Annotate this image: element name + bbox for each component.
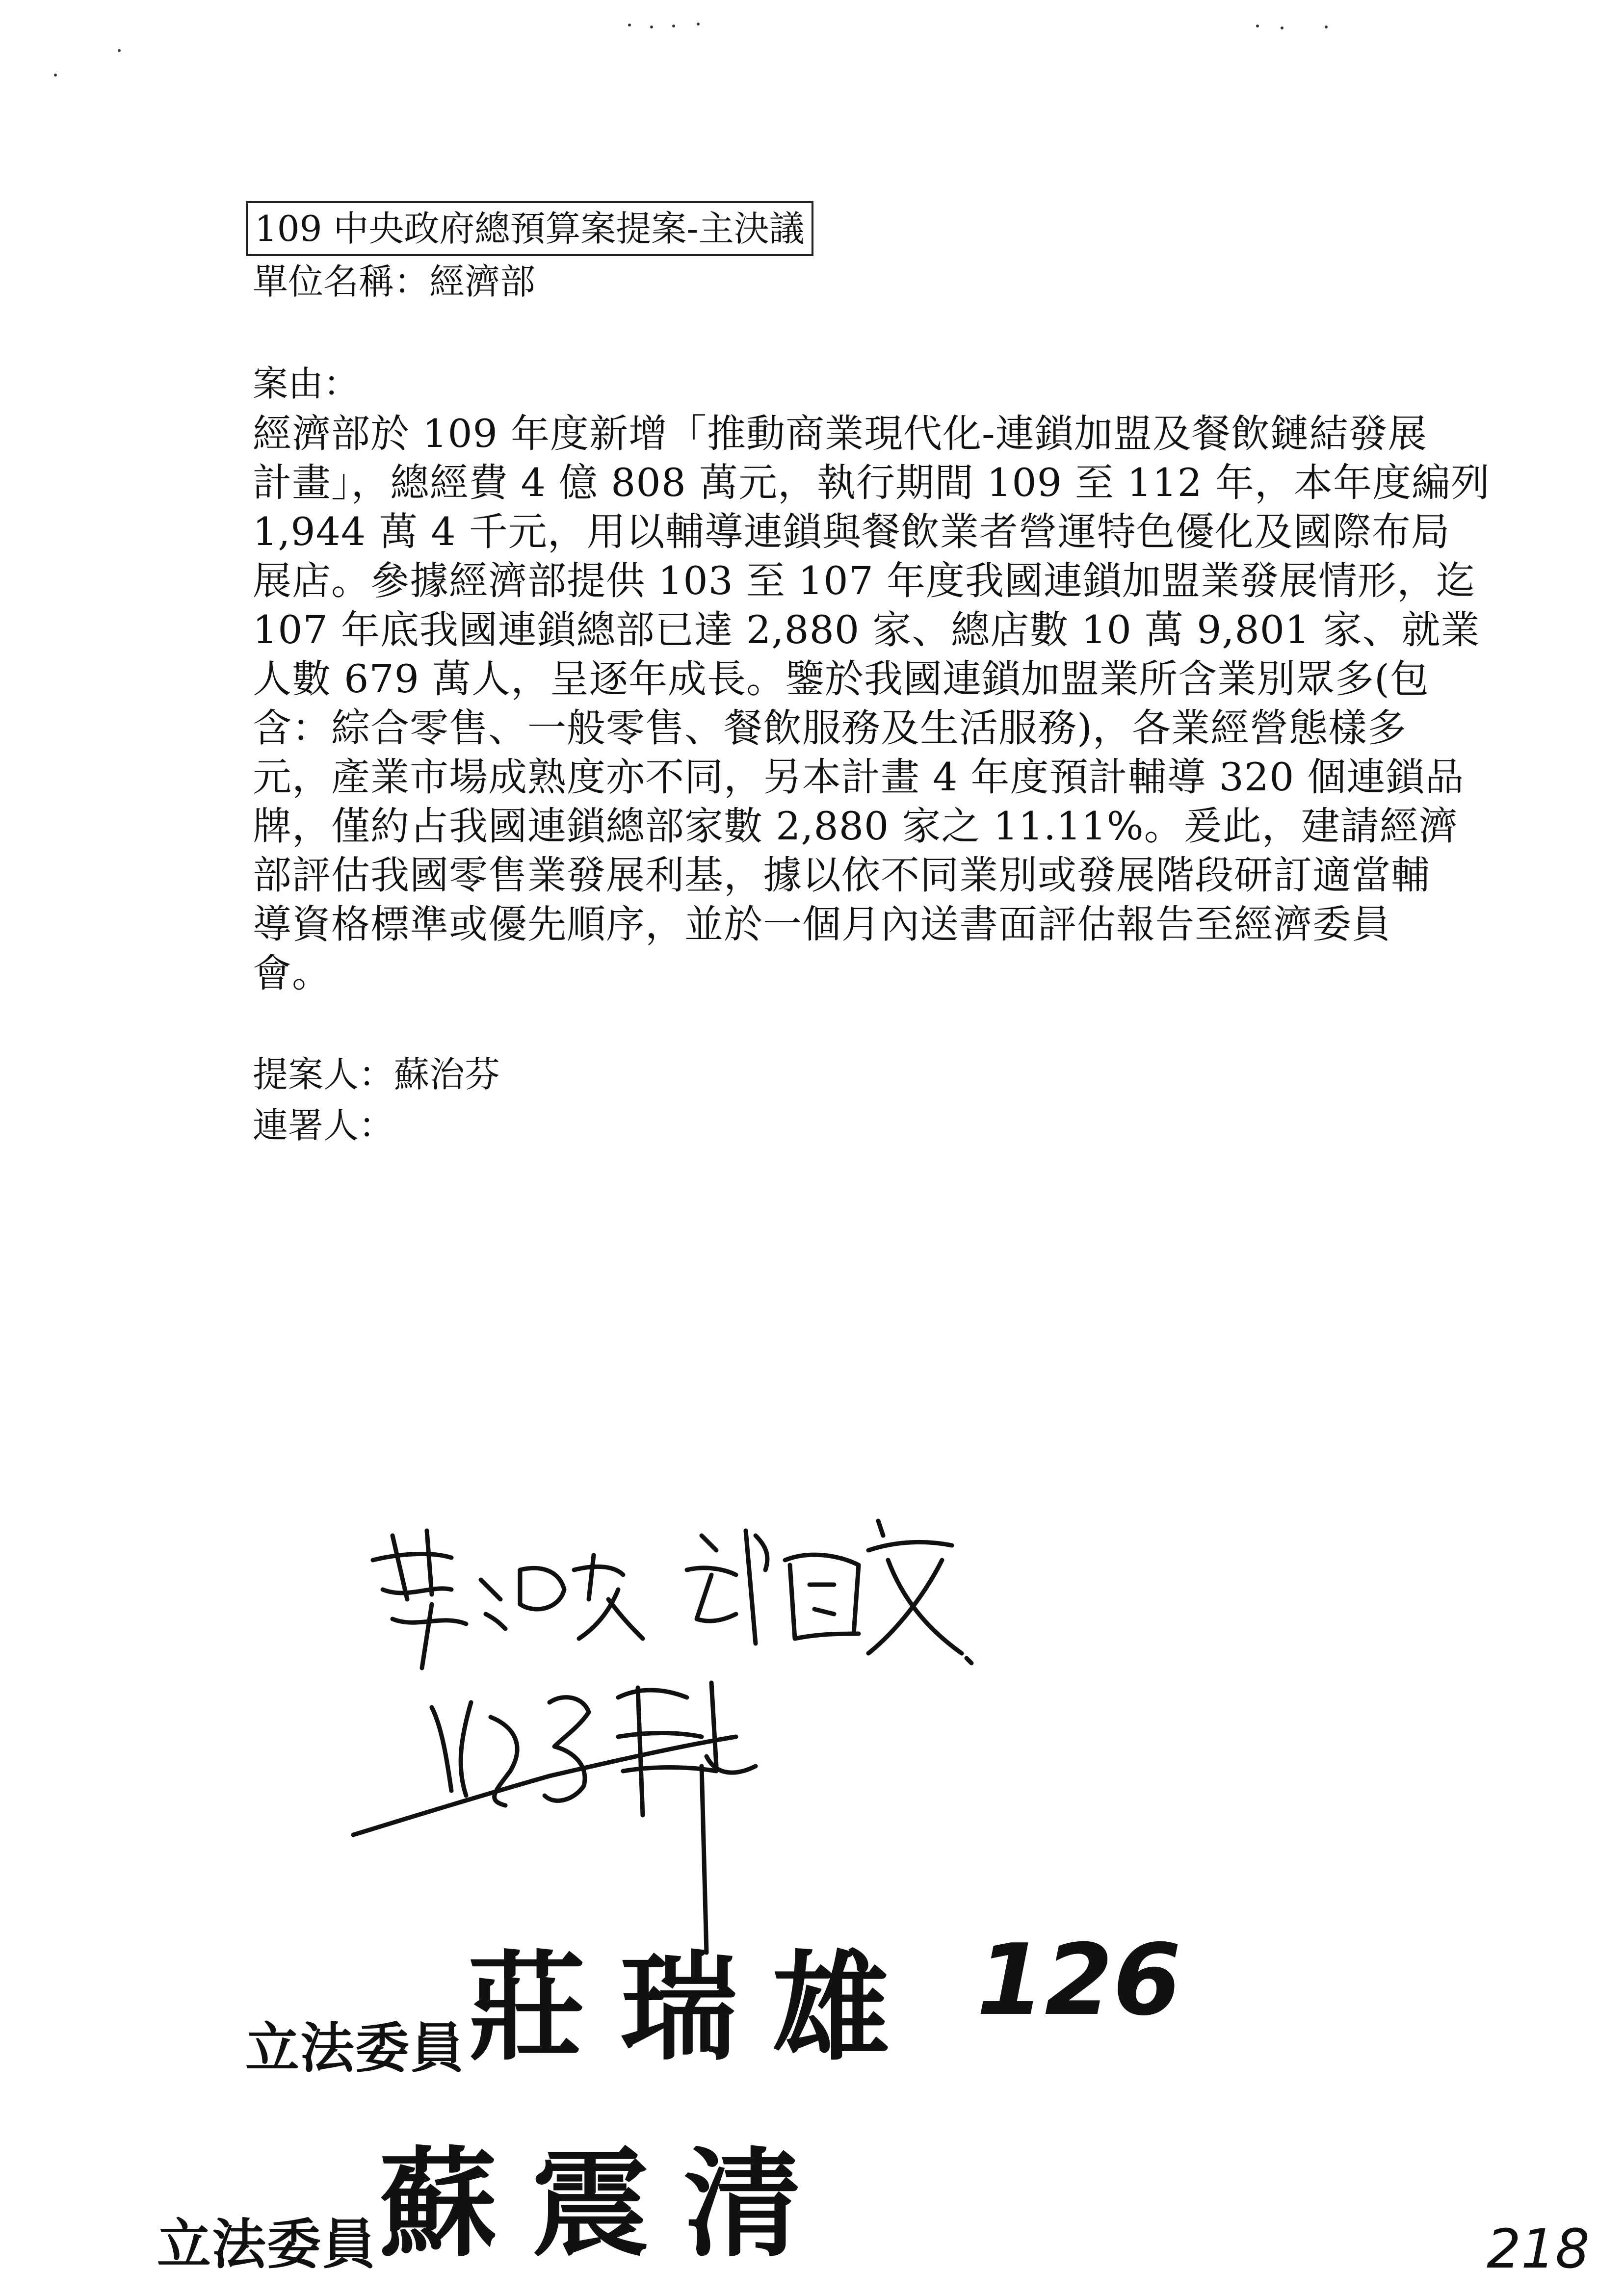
reason-heading: 案由： bbox=[253, 363, 359, 404]
cosigner: 連署人： bbox=[253, 1105, 394, 1146]
reason-line: 含：綜合零售、一般零售、餐飲服務及生活服務)，各業經營態樣多 bbox=[253, 705, 1407, 751]
legislator-stamp-2 bbox=[157, 2110, 836, 2279]
reason-line: 牌，僅約占我國連鎖總部家數 2,880 家之 11.11%。爰此，建請經濟 bbox=[253, 804, 1458, 849]
proposer: 提案人：蘇治芬 bbox=[253, 1054, 500, 1095]
reason-line: 元，產業市場成熟度亦不同，另本計畫 4 年度預計輔導 320 個連鎖品 bbox=[253, 755, 1465, 800]
page-number: 218 bbox=[1487, 2218, 1590, 2280]
stamp-name: 莊瑞雄 bbox=[468, 1938, 924, 2077]
unit-name: 單位名稱：經濟部 bbox=[253, 261, 536, 302]
stamp-role: 立法委員 bbox=[245, 2016, 465, 2080]
reason-line: 部評估我國零售業發展利基，據以依不同業別或發展階段研訂適當輔 bbox=[253, 853, 1430, 898]
reason-line: 107 年底我國連鎖總部已達 2,880 家、總店數 10 萬 9,801 家、就業 bbox=[253, 607, 1480, 652]
reason-line: 展店。參據經濟部提供 103 至 107 年度我國連鎖加盟業發展情形，迄 bbox=[253, 558, 1476, 603]
reason-line: 會。 bbox=[253, 951, 331, 996]
reason-line: 經濟部於 109 年度新增「推動商業現代化-連鎖加盟及餐飲鏈結發展 bbox=[253, 411, 1427, 456]
document-title: 109 中央政府總預算案提案-主決議 bbox=[246, 201, 813, 256]
legislator-stamp-1 bbox=[245, 1913, 924, 2083]
reason-line: 1,944 萬 4 千元，用以輔導連鎖與餐飲業者營運特色優化及國際布局 bbox=[253, 509, 1450, 554]
reason-line: 導資格標準或優先順序，並於一個月內送書面評估報告至經濟委員 bbox=[253, 902, 1391, 947]
stamp-role: 立法委員 bbox=[157, 2213, 377, 2276]
stamp-name: 蘇震清 bbox=[379, 2135, 836, 2273]
reason-line: 人數 679 萬人，呈逐年成長。鑒於我國連鎖加盟業所含業別眾多(包 bbox=[253, 656, 1429, 702]
reason-text bbox=[253, 409, 1491, 998]
handwritten-number: 126 bbox=[976, 1923, 1181, 2037]
reason-line: 計畫」，總經費 4 億 808 萬元，執行期間 109 至 112 年，本年度編列 bbox=[253, 460, 1491, 505]
document-body bbox=[253, 201, 1491, 1151]
